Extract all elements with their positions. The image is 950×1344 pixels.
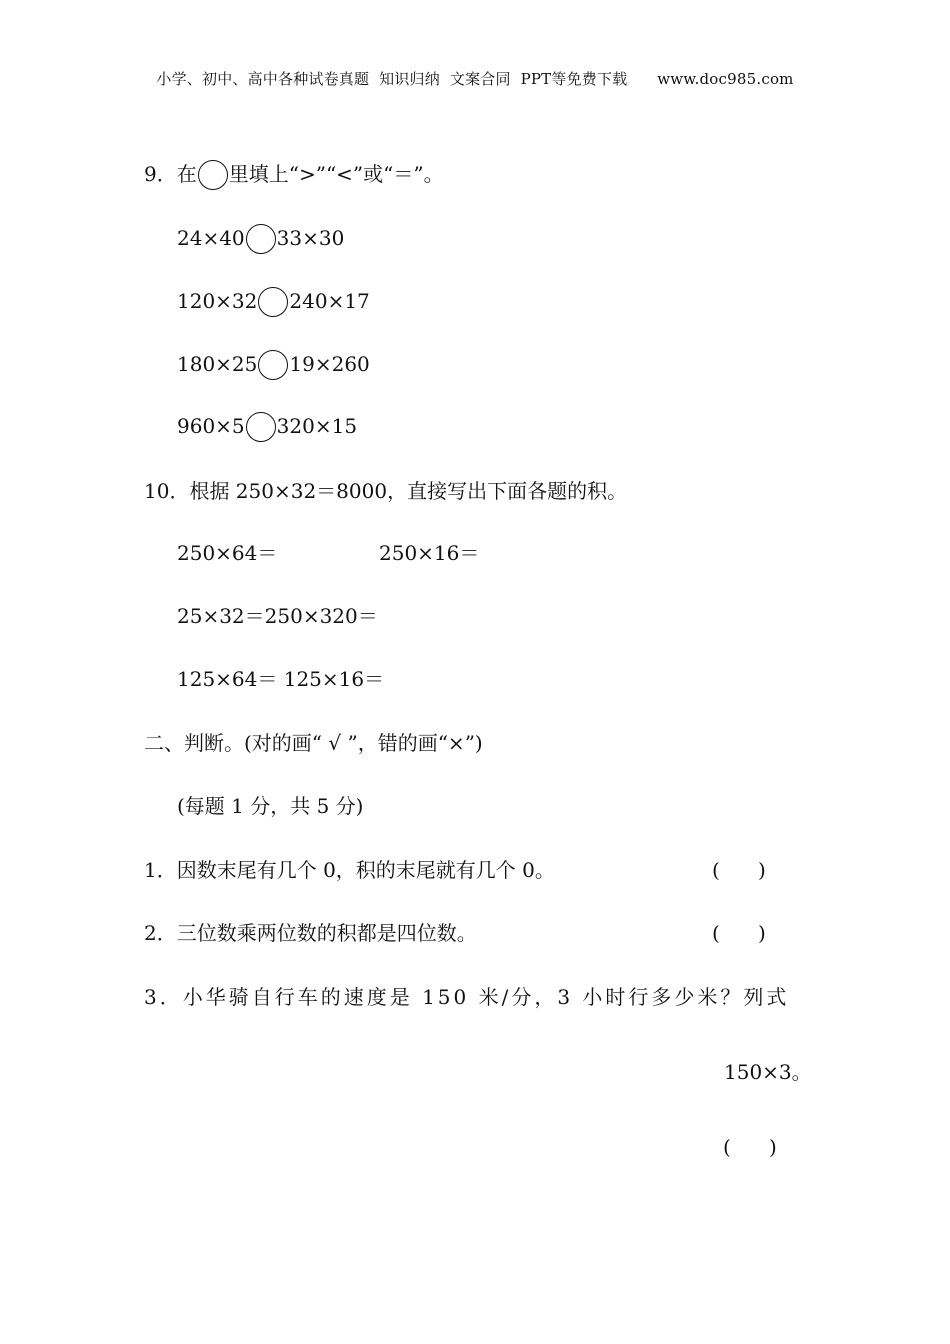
q9-prefix: 在 (176, 162, 197, 186)
compare-circle-icon[interactable] (246, 224, 276, 254)
page-header: 小学、初中、高中各种试卷真题 知识归纳 文案合同 PPT等免费下载 www.doc985.com (156, 70, 794, 88)
q9-item (177, 350, 370, 380)
judge-item-text: 1．因数末尾有几个 0，积的末尾就有几个 0。 (144, 858, 555, 882)
q9-item-left: 180×25 (177, 352, 258, 376)
compare-circle-icon[interactable] (258, 350, 288, 380)
q9-item-left: 960×5 (177, 414, 245, 438)
answer-blank[interactable]: ( ) (723, 1135, 777, 1159)
section-2-note: (每题 1 分，共 5 分) (177, 794, 364, 818)
q9-item (177, 224, 344, 254)
judge-item-answer: 150×3。 (724, 1060, 812, 1084)
q9-title (144, 160, 444, 190)
q9-item-right: 19×260 (289, 352, 370, 376)
q9-item-right: 320×15 (276, 414, 358, 438)
q9-suffix: 里填上“>”“<”或“＝”。 (228, 162, 444, 186)
q9-item-right: 33×30 (276, 226, 345, 250)
compare-circle-icon[interactable] (246, 412, 276, 442)
judge-item-text: 2．三位数乘两位数的积都是四位数。 (144, 921, 477, 945)
answer-blank[interactable]: ( ) (712, 858, 766, 882)
q9-item (177, 287, 370, 317)
q10-item: 125×64＝ 125×16＝ (177, 667, 385, 691)
q9-item-left: 24×40 (177, 226, 245, 250)
q10-item: 250×64＝ (177, 541, 278, 565)
q9-item-left: 120×32 (177, 289, 258, 313)
q10-item: 25×32＝250×320＝ (177, 604, 378, 628)
circle-icon (198, 160, 228, 190)
q10-title: 10．根据 250×32＝8000，直接写出下面各题的积。 (144, 479, 628, 503)
section-2-title: 二、判断。(对的画“ √ ”，错的画“×”) (144, 731, 483, 755)
compare-circle-icon[interactable] (258, 287, 288, 317)
judge-item-text: 3．小华骑自行车的速度是 150 米/分，3 小时行多少米？列式 (144, 985, 790, 1009)
q10-item: 250×16＝ (379, 541, 480, 565)
q9-item-right: 240×17 (289, 289, 370, 313)
q9-item (177, 412, 357, 442)
answer-blank[interactable]: ( ) (712, 921, 766, 945)
q9-number: 9． (144, 162, 177, 186)
